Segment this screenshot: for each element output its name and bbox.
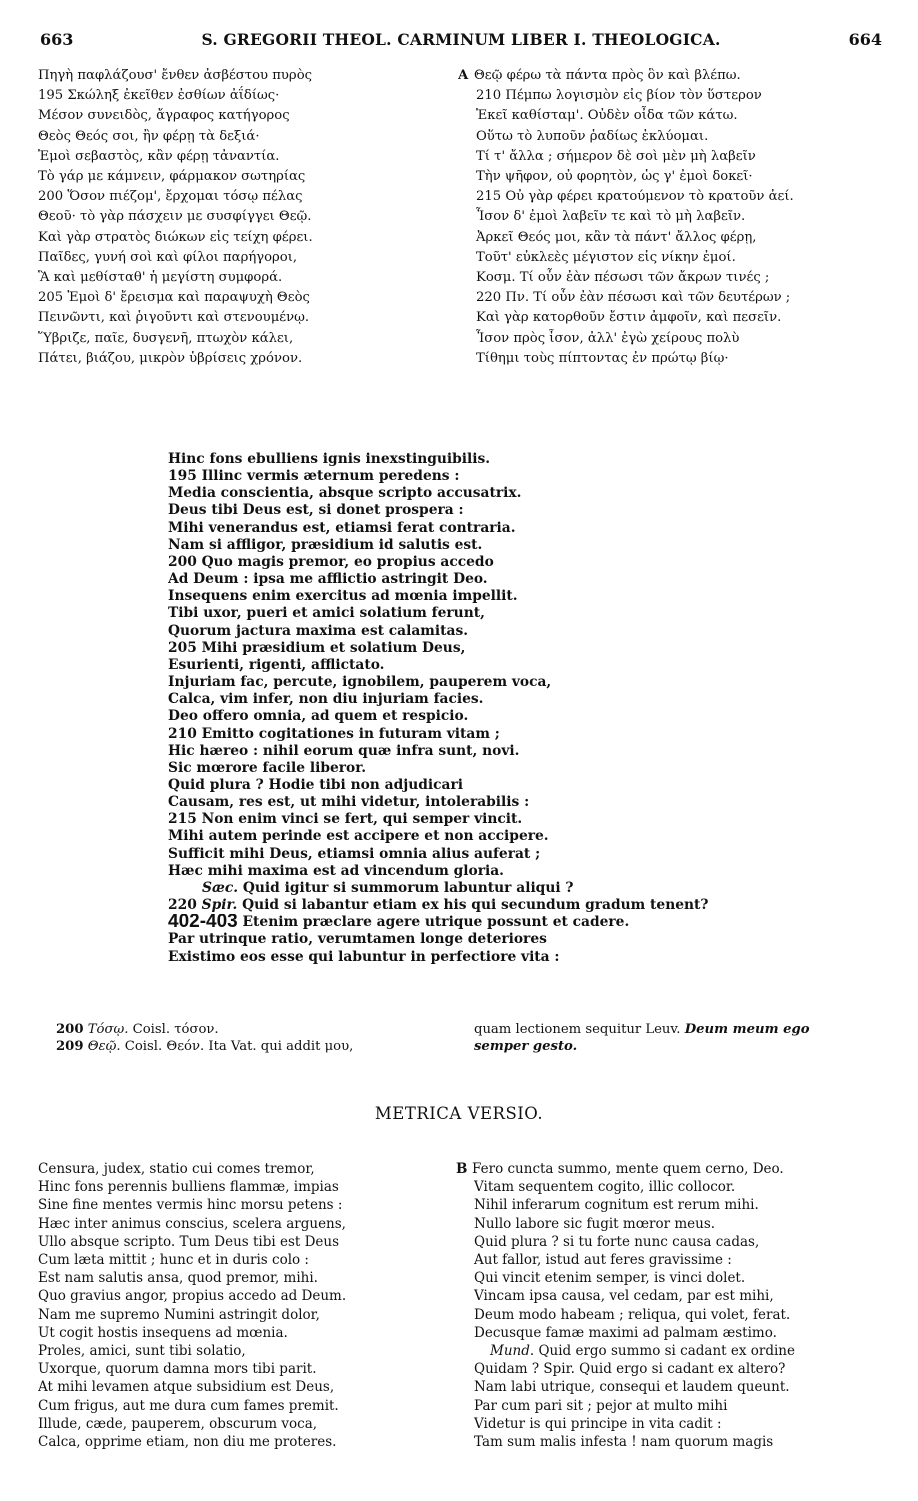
latin-line-text: Quid igitur si summorum labuntur aliqui ? — [238, 879, 574, 896]
greek-line: Οὕτω τὸ λυποῦν ῥαδίως ἐκλύομαι. — [476, 128, 709, 144]
latin-line: Mihi autem perinde est accipere et non accipere. — [168, 828, 549, 845]
verse-line: Proles, amici, sunt tibi solatio, — [38, 1343, 246, 1360]
verse-line-text: Quid ergo summo si cadant ex ordine — [534, 1343, 795, 1360]
verse-line: Nihil inferarum cognitum est rerum mihi. — [474, 1197, 759, 1214]
note-lemma: Τόσῳ. — [87, 1022, 129, 1037]
latin-line — [168, 897, 888, 914]
latin-line: Nam si affligor, præsidium id salutis est. — [168, 536, 483, 553]
latin-line: 205 Mihi præsidium et solatium Deus, — [168, 639, 466, 656]
verse-line: Vitam sequentem cogito, illic collocor. — [474, 1179, 736, 1196]
note-line — [56, 1021, 466, 1038]
verse-number: 220 — [168, 897, 197, 914]
verse-line: Uxorque, quorum damna mors tibi parit. — [38, 1361, 317, 1378]
column-marker-b: B — [456, 1161, 468, 1177]
latin-line: Mihi venerandus est, etiamsi ferat contraria. — [168, 519, 516, 536]
verse-line: Cum frigus, aut me dura cum fames premit. — [38, 1397, 339, 1414]
verse-line: Quid plura ? si tu forte nunc causa cadas, — [474, 1233, 760, 1250]
greek-line: Μέσον συνειδὸς, ἄγραφος κατήγορος — [38, 108, 290, 124]
greek-line: Πηγὴ παφλάζουσ' ἔνθεν ἀσβέστου πυρὸς — [38, 68, 313, 83]
greek-line: Ἀρκεῖ Θεός μοι, κἂν τὰ πάντ' ἄλλος φέρῃ, — [476, 229, 757, 245]
greek-line: Τοῦτ' εὐκλεὲς μέγιστον εἰς νίκην ἐμοί. — [476, 249, 736, 265]
greek-line: Τὴν ψῆφον, οὐ φορητὸν, ὡς γ' ἐμοὶ δοκεῖ· — [476, 169, 753, 185]
verse-line: Tam sum malis infesta ! nam quorum magis — [474, 1434, 774, 1451]
latin-line: Insequens enim exercitus ad mœnia impellit. — [168, 588, 518, 605]
verse-line: Calca, opprime etiam, non diu me proteres. — [38, 1434, 337, 1451]
note-line — [474, 1021, 894, 1038]
note-italic: Deum meum ego — [684, 1022, 810, 1037]
greek-line: Θεὸς Θεός σοι, ἢν φέρῃ τὰ δεξιά· — [38, 128, 260, 144]
greek-line: 200 Ὅσον πιέζομ', ἔρχομαι τόσῳ πέλας — [38, 189, 303, 205]
note-number: 209 — [56, 1039, 84, 1054]
latin-line: Ad Deum : ipsa me afflictio astringit Deo. — [168, 571, 488, 588]
greek-line: Ἐκεῖ καθίσταμ'. Οὐδὲν οἶδα τῶν κάτω. — [476, 108, 738, 124]
latin-line: Sic mœrore facile liberor. — [168, 759, 367, 776]
verse-line: Nullo labore sic fugit mœror meus. — [474, 1215, 716, 1232]
note-line — [474, 1038, 894, 1055]
greek-line — [458, 66, 898, 86]
greek-line-text: Θεῷ φέρω τὰ πάντα πρὸς ὃν καὶ βλέπω. — [474, 68, 741, 83]
column-reference: 402-403 — [168, 914, 238, 932]
latin-line: Hinc fons ebulliens ignis inexstinguibilis. — [168, 451, 491, 467]
latin-line: Par utrinque ratio, verumtamen longe deteriores — [168, 931, 547, 948]
verse-line: Vincam ipsa causa, vel cedam, par est mihi, — [474, 1288, 774, 1305]
note-lemma: Θεῷ. — [87, 1039, 121, 1054]
greek-line: Τὸ γάρ με κάμνειν, φάρμακον σωτηρίας — [38, 169, 306, 185]
latin-line — [168, 914, 888, 931]
latin-line-text: Etenim præclare agere utrique possunt et cadere. — [237, 914, 630, 931]
speaker-label: Spir. — [201, 897, 238, 914]
greek-line: Κοσμ. Τί οὖν ἐὰν πέσωσι τῶν ἄκρων τινές ; — [476, 270, 770, 286]
running-title: S. GREGORII THEOL. CARMINUM LIBER I. THEOLOGICA. — [201, 30, 721, 49]
greek-text-right-column — [458, 66, 898, 369]
latin-line: Deo offero omnia, ad quem et respicio. — [168, 708, 469, 725]
section-title: METRICA VERSIO. — [374, 1104, 544, 1123]
column-marker-a: A — [458, 68, 469, 83]
verse-line: Qui vincit etenim semper, is vinci dolet. — [474, 1270, 746, 1287]
verse-line: Ullo absque scripto. Tum Deus tibi est Deus — [38, 1233, 340, 1250]
verse-line: Hinc fons perennis bulliens flammæ, impias — [38, 1179, 339, 1196]
verse-line: Quo gravius angor, propius accedo ad Deum. — [38, 1288, 347, 1305]
latin-line: 210 Emitto cogitationes in futuram vitam ; — [168, 725, 500, 742]
greek-line: Τί τ' ἄλλα ; σήμερον δὲ σοὶ μὲν μὴ λαβεῖν — [476, 148, 756, 164]
verse-line: Sine fine mentes vermis hinc morsu petens : — [38, 1197, 343, 1214]
verse-line: Deum modo habeam ; reliqua, qui volet, ferat. — [474, 1306, 791, 1323]
latin-line: Deus tibi Deus est, si donet prospera : — [168, 502, 464, 519]
greek-text-left-column — [38, 66, 458, 369]
latin-line: Quorum jactura maxima est calamitas. — [168, 622, 469, 639]
verse-line-text: Fero cuncta summo, mente quem cerno, Deo. — [472, 1161, 784, 1177]
verse-line — [456, 1342, 896, 1360]
note-text: Coisl. Θεόν. Ita Vat. qui addit μου, — [120, 1039, 354, 1054]
page-number-right: 664 — [848, 30, 882, 49]
note-text: quam lectionem sequitur Leuv. — [474, 1022, 685, 1037]
latin-line: Media conscientia, absque scripto accusatrix. — [168, 485, 522, 502]
speaker-label: Mund. — [490, 1343, 535, 1360]
critical-notes-left — [56, 1021, 466, 1055]
greek-line: Ἶσον δ' ἐμοὶ λαβεῖν τε καὶ τὸ μὴ λαβεῖν. — [476, 209, 746, 225]
greek-line: 210 Πέμπω λογισμὸν εἰς βίον τὸν ὕστερον — [476, 88, 762, 104]
latin-line: Existimo eos esse qui labuntur in perfectiore vita : — [168, 948, 560, 965]
verse-line: At mihi levamen atque subsidium est Deus, — [38, 1379, 335, 1396]
verse-line: Ut cogit hostis insequens ad mœnia. — [38, 1324, 288, 1341]
note-italic: semper gesto. — [474, 1039, 578, 1054]
latin-line: Sufficit mihi Deus, etiamsi omnia alius auferat ; — [168, 845, 541, 862]
verse-line: Hæc inter animus conscius, scelera arguens, — [38, 1215, 346, 1232]
critical-notes-right — [474, 1021, 894, 1055]
greek-line: Πάτει, βιάζου, μικρὸν ὑβρίσεις χρόνον. — [38, 350, 303, 366]
latin-line: Esurienti, rigenti, afflictato. — [168, 656, 385, 673]
latin-line: 200 Quo magis premor, eo propius accedo — [168, 553, 494, 570]
page-number-left: 663 — [40, 30, 74, 49]
latin-line: Quid plura ? Hodie tibi non adjudicari — [168, 776, 463, 793]
latin-line: Hæc mihi maxima est ad vincendum gloria. — [168, 862, 504, 879]
greek-line: Ἃ καὶ μεθίσταθ' ἡ μεγίστη συμφορά. — [38, 270, 283, 286]
latin-prose-translation — [168, 451, 888, 966]
latin-line: Causam, res est, ut mihi videtur, intolerabilis : — [168, 794, 530, 811]
latin-line-text: Quid si labantur etiam ex his qui secundum gradum tenent? — [237, 897, 709, 914]
verse-line: Nam me supremo Numini astringit dolor, — [38, 1306, 320, 1323]
verse-line: Censura, judex, statio cui comes tremor, — [38, 1161, 315, 1177]
latin-line: Hic hæreo : nihil eorum quæ infra sunt, novi. — [168, 742, 520, 759]
greek-line: 220 Πν. Τί οὖν ἐὰν πέσωσι καὶ τῶν δευτέρων ; — [476, 290, 791, 306]
greek-line: Ἶσον πρὸς ἶσον, ἀλλ' ἐγὼ χείρους πολὺ — [476, 330, 740, 346]
verse-line: Illude, cæde, pauperem, obscurum voca, — [38, 1415, 318, 1432]
note-text: Coisl. τόσον. — [128, 1022, 219, 1037]
verse-line — [456, 1160, 896, 1178]
latin-line — [168, 880, 888, 897]
speaker-label: Sæc. — [202, 879, 239, 896]
greek-line: Καὶ γὰρ στρατὸς διώκων εἰς τείχη φέρει. — [38, 229, 313, 245]
metrica-versio-left-column — [38, 1160, 448, 1451]
latin-line: 195 Illinc vermis æternum peredens : — [168, 468, 460, 485]
greek-line: 205 Ἐμοὶ δ' ἔρεισμα καὶ παραψυχὴ Θεὸς — [38, 290, 310, 306]
greek-line: Θεοῦ· τὸ γὰρ πάσχειν με συσφίγγει Θεῷ. — [38, 209, 312, 225]
verse-line: Par cum pari sit ; pejor at multo mihi — [474, 1397, 728, 1414]
greek-line: Πεινῶντι, καὶ ῥιγοῦντι καὶ στενουμένῳ. — [38, 310, 310, 326]
greek-line: 215 Οὐ γὰρ φέρει κρατούμενον τὸ κρατοῦν ἀεί. — [476, 189, 794, 205]
note-line — [56, 1038, 466, 1055]
latin-line: Injuriam fac, percute, ignobilem, pauperem voca, — [168, 674, 552, 691]
latin-line: 215 Non enim vinci se fert, qui semper vincit. — [168, 811, 523, 828]
greek-line: Τίθημι τοὺς πίπτοντας ἐν πρώτῳ βίῳ· — [476, 350, 729, 366]
note-number: 200 — [56, 1022, 84, 1037]
verse-line: Aut fallor, istud aut feres gravissime : — [474, 1252, 732, 1269]
greek-line: Παῖδες, γυνή σοὶ καὶ φίλοι παρήγοροι, — [38, 249, 298, 265]
verse-line: Decusque famæ maximi ad palmam æstimo. — [474, 1324, 777, 1341]
verse-line: Cum læta mittit ; hunc et in duris colo : — [38, 1252, 309, 1269]
page-header — [40, 30, 882, 54]
latin-line: Tibi uxor, pueri et amici solatium ferunt, — [168, 605, 485, 622]
greek-line: Ὕβριζε, παῖε, δυσγενῆ, πτωχὸν κάλει, — [38, 330, 294, 346]
greek-line: Ἐμοὶ σεβαστὸς, κἂν φέρῃ τἀναντία. — [38, 148, 280, 164]
greek-line: 195 Σκώληξ ἐκεῖθεν ἐσθίων ἀΐδίως· — [38, 88, 280, 104]
verse-line: Videtur is qui principe in vita cadit : — [474, 1415, 722, 1432]
greek-line: Καὶ γὰρ κατορθοῦν ἔστιν ἀμφοῖν, καὶ πεσεῖν. — [476, 310, 782, 326]
verse-line: Est nam salutis ansa, quod premor, mihi. — [38, 1270, 318, 1287]
verse-line: Quidam ? Spir. Quid ergo si cadant ex altero? — [474, 1361, 786, 1378]
metrica-versio-right-column — [456, 1160, 896, 1451]
verse-line: Nam labi utrique, consequi et laudem queunt. — [474, 1379, 790, 1396]
latin-line: Calca, vim infer, non diu injuriam facies. — [168, 691, 484, 708]
